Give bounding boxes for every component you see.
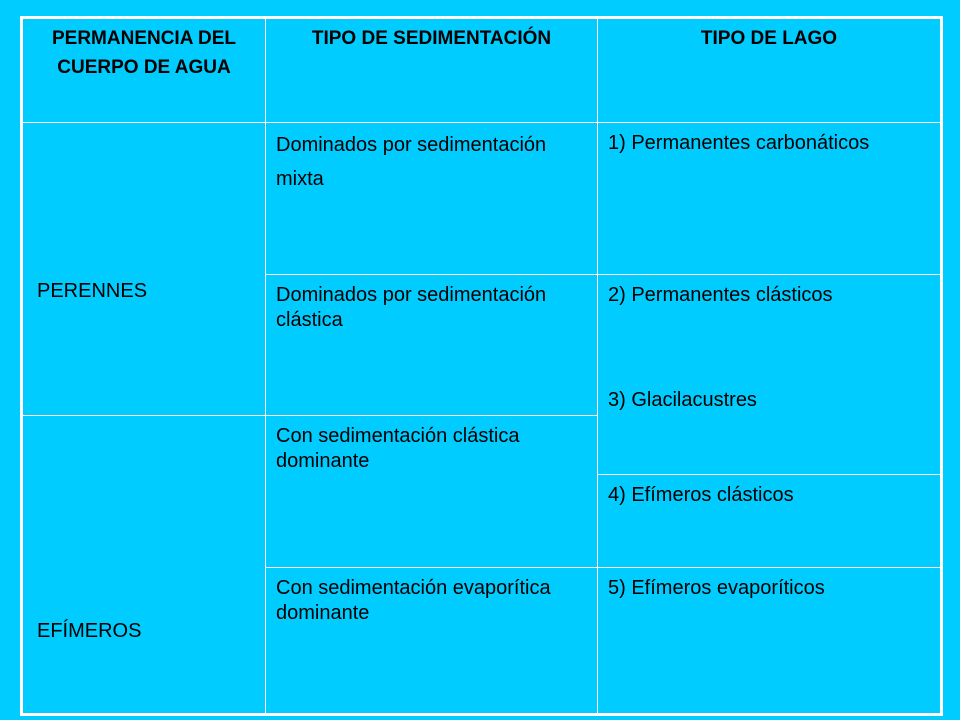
permanencia-efimeros-cell — [22, 416, 266, 715]
lago-permanentes-clasticos-glacilacustres — [598, 275, 942, 475]
sedimentacion-mixta: Dominados por sedimentación mixta — [266, 123, 598, 275]
lago-permanentes-carbonaticos: 1) Permanentes carbonáticos — [598, 123, 942, 275]
header-row — [22, 18, 942, 123]
table-row — [22, 123, 942, 275]
sedimentacion-clastica-dominante: Con sedimentación clástica dominante — [266, 416, 598, 568]
header-permanencia: PERMANENCIA DEL CUERPO DE AGUA — [22, 18, 266, 123]
lago-efimeros-evaporiticos: 5) Efímeros evaporíticos — [598, 568, 942, 715]
lago-glacilacustres: 3) Glacilacustres — [608, 389, 757, 411]
permanencia-perennes-cell — [22, 123, 266, 416]
sedimentacion-evaporitica-dominante: Con sedimentación evaporítica dominante — [266, 568, 598, 715]
sedimentacion-clastica: Dominados por sedimentación clástica — [266, 275, 598, 416]
header-tipo-lago: TIPO DE LAGO — [598, 18, 942, 123]
lago-permanentes-clasticos: 2) Permanentes clásticos — [608, 284, 833, 306]
permanencia-perennes: PERENNES — [37, 280, 148, 302]
lake-classification-table — [20, 16, 943, 716]
permanencia-efimeros: EFÍMEROS — [37, 619, 142, 642]
header-tipo-sedimentacion: TIPO DE SEDIMENTACIÓN — [266, 18, 598, 123]
lago-efimeros-clasticos: 4) Efímeros clásticos — [598, 475, 942, 568]
